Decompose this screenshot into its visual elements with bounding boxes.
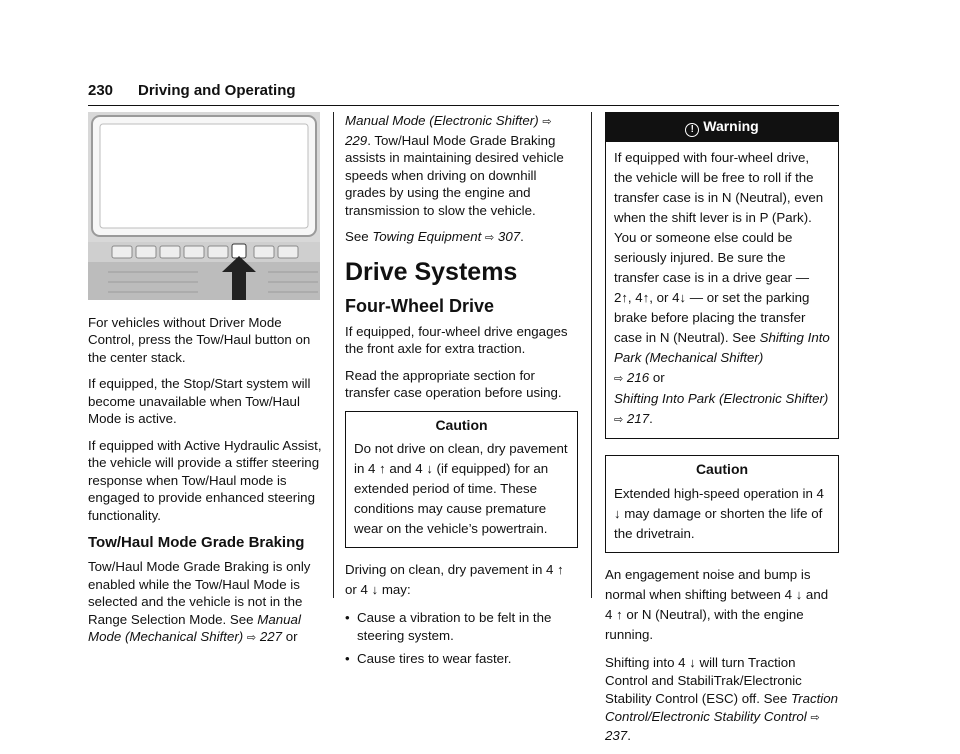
page-ref-number[interactable]: 217: [626, 411, 650, 426]
cross-reference-link[interactable]: Shifting Into Park (Electronic Shifter): [614, 391, 829, 406]
column-divider: [591, 112, 592, 598]
heading-four-wheel-drive: Four-Wheel Drive: [345, 295, 495, 316]
paragraph: Shifting into 4 ↓ will turn Traction Control and StabiliTrak/Electronic Stability Control (ESC) off. See Traction Control/Electronic Stability Control ⇨ 237.: [605, 654, 839, 743]
high-range-icon: ↑: [642, 290, 650, 305]
warning-header: ! Warning: [606, 113, 838, 142]
page-ref-icon: ⇨: [614, 414, 624, 426]
warning-box: [605, 112, 839, 439]
paragraph: If equipped with Active Hydraulic Assist, the vehicle will provide a stiffer steering response when Tow/Haul mode is engaged to provide enhanced steering functionality.: [88, 437, 322, 523]
paragraph: If equipped, four-wheel drive engages the front axle for extra traction.: [345, 323, 568, 356]
caution-text: Do not drive on clean, dry pavement in 4 ↑ and 4 ↓ (if equipped) for an extended period of time. These conditions may cause premature wear on the vehicle’s powertrain.: [354, 441, 568, 536]
page-ref-number[interactable]: 307: [497, 229, 521, 244]
caution-title: Caution: [435, 416, 488, 433]
tow-haul-button-illustration: [88, 112, 320, 300]
paragraph: An engagement noise and bump is normal when shifting between 4 ↓ and 4 ↑ or N (Neutral), with the engine running.: [605, 566, 829, 642]
paragraph: If equipped, the Stop/Start system will become unavailable when Tow/Haul Mode is active.: [88, 376, 311, 426]
subheading-grade-braking: Tow/Haul Mode Grade Braking: [88, 534, 305, 551]
warning-text: If equipped with four-wheel drive, the vehicle will be free to roll if the transfer case is in N (Neutral), even when the shift lever is in P (Park). You or someone else could be seriously injured. Be sure the transfer case is in a drive gear — 2↑, 4↑, or 4↓ — or set the parking brake before placing the transfer case in N (Neutral). See Shifting Into Park (Mechanical Shifter) ⇨ 216 or Shifting Into Park (Electronic Shifter) ⇨ 217.: [614, 150, 830, 426]
bullet-list: [345, 609, 578, 668]
low-range-icon: ↓: [679, 290, 687, 305]
paragraph: Tow/Haul Mode Grade Braking is only enabled while the Tow/Haul Mode is selected and the vehicle is not in the Range Selection Mode. See Manual Mode (Mechanical Shifter) ⇨ 227 or: [88, 559, 311, 644]
cross-reference-link[interactable]: Manual Mode (Mechanical Shifter): [88, 611, 301, 644]
paragraph: Read the appropriate section for transfer case operation before using.: [345, 367, 562, 400]
page-ref-number[interactable]: 227: [259, 629, 283, 644]
cross-reference-link[interactable]: Shifting Into Park (Mechanical Shifter): [614, 330, 830, 365]
caution-box: [605, 455, 839, 553]
warning-icon: !: [685, 123, 699, 137]
column-3: [605, 112, 839, 754]
page-number: 230: [88, 82, 114, 99]
page-ref-number[interactable]: 216: [626, 370, 650, 385]
column-divider: [333, 112, 334, 598]
high-range-icon: ↑: [616, 606, 623, 622]
cross-reference-link[interactable]: Manual Mode (Electronic Shifter): [345, 113, 539, 128]
caution-title: Caution: [695, 461, 749, 477]
paragraph: For vehicles without Driver Mode Control, press the Tow/Haul button on the center stack.: [88, 314, 311, 365]
page-ref-icon: ⇨: [542, 116, 552, 128]
column-2: [345, 112, 578, 676]
cross-reference-link[interactable]: Traction Control/Electronic Stability Control: [605, 690, 839, 724]
low-range-icon: ↓: [371, 582, 379, 597]
low-range-icon: ↓: [689, 654, 696, 670]
high-range-icon: ↑: [621, 290, 628, 305]
low-range-icon: ↓: [426, 461, 433, 476]
paragraph: Driving on clean, dry pavement in 4 ↑ or 4 ↓ may:: [345, 562, 564, 597]
section-title: Driving and Operating: [138, 82, 296, 99]
high-range-icon: ↑: [557, 562, 564, 577]
caution-text: Extended high-speed operation in 4 ↓ may damage or shorten the life of the drivetrain.: [614, 485, 824, 541]
page-ref-icon: ⇨: [614, 373, 624, 385]
high-range-icon: ↑: [379, 461, 386, 476]
low-range-icon: ↓: [795, 586, 803, 602]
heading-drive-systems: Drive Systems: [345, 257, 518, 286]
page-ref-number[interactable]: 237: [605, 727, 628, 743]
list-item: • Cause a vibration to be felt in the steering system.: [345, 609, 578, 644]
paragraph: Manual Mode (Electronic Shifter) ⇨ 229. Tow/Haul Mode Grade Braking assists in maintaining desired vehicle speeds when driving on downhill grades by using the engine and transmission to slow the vehicle.: [345, 113, 564, 218]
page-header: [88, 82, 839, 106]
page-ref-icon: ⇨: [485, 232, 495, 244]
page-ref-number[interactable]: 229: [345, 132, 368, 148]
list-item: • Cause tires to wear faster.: [345, 650, 578, 668]
paragraph: See Towing Equipment ⇨ 307.: [345, 229, 524, 244]
low-range-icon: ↓: [614, 505, 621, 521]
cross-reference-link[interactable]: Towing Equipment: [372, 229, 482, 244]
page-ref-icon: ⇨: [810, 711, 820, 724]
column-1: [88, 112, 323, 657]
page-ref-icon: ⇨: [246, 632, 257, 644]
caution-box: [345, 411, 578, 549]
